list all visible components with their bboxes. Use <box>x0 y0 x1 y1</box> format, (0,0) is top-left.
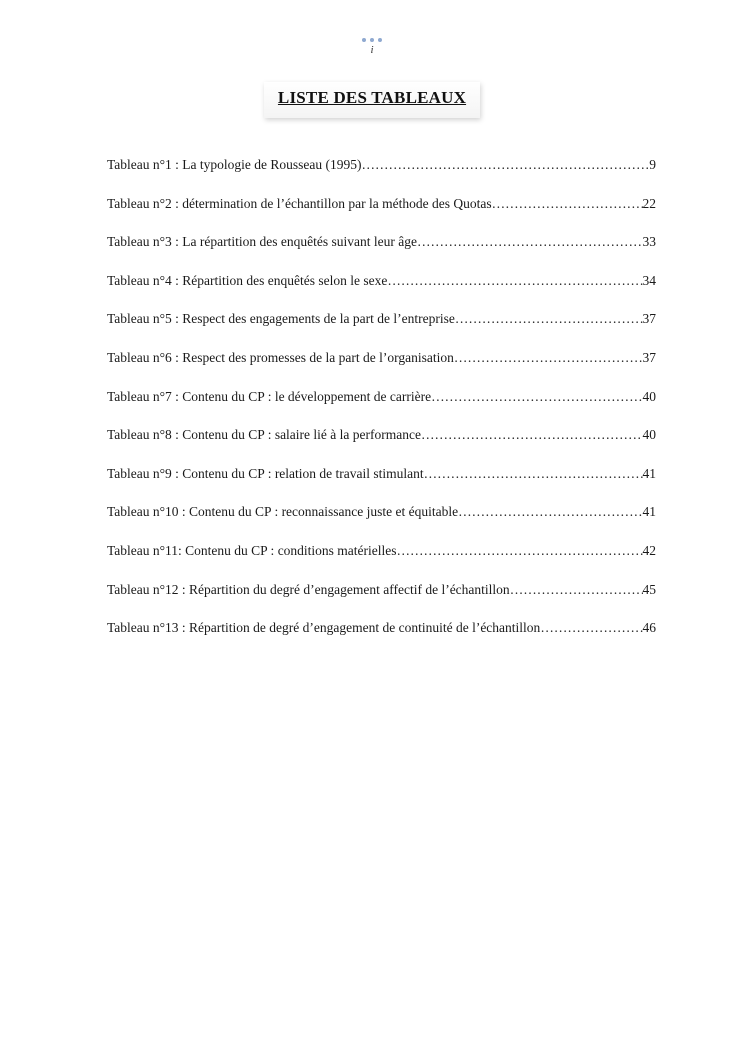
toc-entry-page: 33 <box>642 234 656 250</box>
toc-entry-page: 22 <box>642 195 656 211</box>
toc-entry-label: Tableau n°9 : Contenu du CP : relation de travail stimulant <box>107 465 424 481</box>
toc-entry[interactable] <box>107 427 656 466</box>
toc-entry-label: Tableau n°5 : Respect des engagements de la part de l’entreprise <box>107 311 455 327</box>
toc-entry[interactable] <box>107 311 656 350</box>
toc-entry[interactable] <box>107 543 656 582</box>
toc-entry-label: Tableau n°2 : détermination de l’échantillon par la méthode des Quotas <box>107 195 492 211</box>
dot-leader <box>492 196 643 212</box>
toc-entry-label: Tableau n°10 : Contenu du CP : reconnaissance juste et équitable <box>107 504 459 520</box>
toc-entry[interactable] <box>107 466 656 505</box>
toc-entry[interactable] <box>107 389 656 428</box>
toc-entry-page: 42 <box>642 542 656 558</box>
toc-entry-page: 34 <box>642 272 656 288</box>
toc-entry-label: Tableau n°8 : Contenu du CP : salaire lié à la performance <box>107 427 421 443</box>
toc-entry-label: Tableau n°13 : Répartition de degré d’engagement de continuité de l’échantillon <box>107 620 541 636</box>
toc-entry-page: 45 <box>642 581 656 597</box>
dot-leader <box>431 389 642 405</box>
toc-entry-page: 40 <box>642 388 656 404</box>
dot-leader <box>417 234 643 250</box>
title-container <box>0 82 744 118</box>
toc-entry-page: 41 <box>642 504 656 520</box>
ornament-dot <box>370 38 374 42</box>
toc-entry[interactable] <box>107 504 656 543</box>
toc-entry[interactable] <box>107 273 656 312</box>
toc-entry-page: 37 <box>642 311 656 327</box>
toc-entry-page: 41 <box>642 465 656 481</box>
toc-entry-page: 40 <box>642 427 656 443</box>
toc-entry[interactable] <box>107 620 656 659</box>
dot-leader <box>387 273 642 289</box>
toc-entry[interactable] <box>107 196 656 235</box>
dot-leader <box>397 543 643 559</box>
dot-leader <box>458 504 642 520</box>
toc-entry[interactable] <box>107 582 656 621</box>
ornament-dot <box>362 38 366 42</box>
dot-leader <box>424 466 643 482</box>
toc-entry-label: Tableau n°11: Contenu du CP : conditions matérielles <box>107 542 397 558</box>
toc-entry-label: Tableau n°7 : Contenu du CP : le développement de carrière <box>107 388 432 404</box>
toc-entry-label: Tableau n°12 : Répartition du degré d’engagement affectif de l’échantillon <box>107 581 510 597</box>
dot-leader <box>454 350 643 366</box>
dot-leader <box>455 311 643 327</box>
page-number: i <box>370 44 374 56</box>
toc-entry-label: Tableau n°1 : La typologie de Rousseau (1995) <box>107 157 362 172</box>
dot-leader <box>362 157 650 173</box>
toc-entry[interactable] <box>107 350 656 389</box>
page-number-marker <box>0 38 744 56</box>
dot-leader <box>421 427 643 443</box>
toc-entry-label: Tableau n°4 : Répartition des enquêtés selon le sexe <box>107 272 388 288</box>
ornament-dot <box>378 38 382 42</box>
toc-entry-label: Tableau n°6 : Respect des promesses de la part de l’organisation <box>107 349 454 365</box>
toc-entry-page: 37 <box>642 349 656 365</box>
page-title: LISTE DES TABLEAUX <box>264 82 480 118</box>
toc-entry-page: 46 <box>642 620 656 636</box>
toc-entry[interactable] <box>107 234 656 273</box>
table-of-tables <box>107 157 656 659</box>
toc-entry-label: Tableau n°3 : La répartition des enquêtés suivant leur âge <box>107 234 417 250</box>
dot-leader <box>540 620 642 636</box>
toc-entry-page: 9 <box>649 157 656 172</box>
dot-leader <box>510 582 643 598</box>
toc-entry[interactable] <box>107 157 656 196</box>
ornament-dots <box>0 38 744 46</box>
